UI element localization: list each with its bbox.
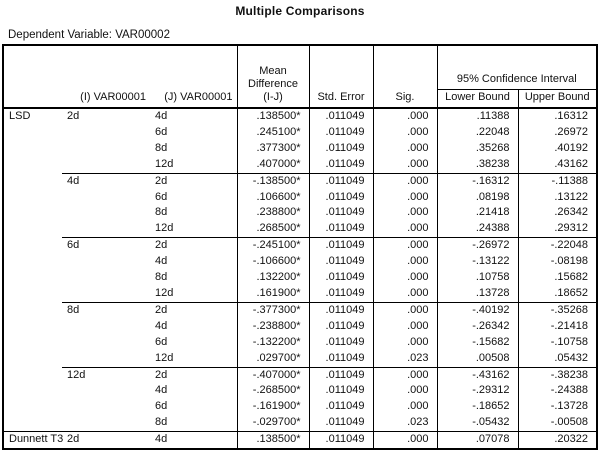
cell-se: .011049	[309, 254, 373, 270]
cell-test: LSD	[9, 110, 31, 122]
cell-lb: -.26972	[437, 238, 518, 254]
cell-sig: .000	[373, 319, 437, 335]
table-row	[3, 367, 597, 383]
cell-j: 2d	[150, 302, 237, 318]
cell-i	[62, 221, 150, 237]
table-row	[3, 141, 597, 157]
cell-sig: .023	[373, 415, 437, 431]
col-header-i-var: (I) VAR00001	[62, 45, 150, 108]
cell-j: 8d	[150, 205, 237, 221]
cell-md: -.377300*	[237, 302, 309, 318]
cell-lb: .11388	[437, 108, 518, 125]
cell-sig: .000	[373, 108, 437, 125]
cell-ub: .43162	[554, 157, 589, 170]
cell-sig: .023	[373, 351, 437, 367]
cell-j: 2d	[150, 173, 237, 189]
table-row	[3, 335, 597, 351]
cell-ub: -.21418	[550, 319, 589, 332]
cell-lb: -.05432	[437, 415, 518, 431]
cell-j: 6d	[150, 125, 237, 141]
cell-se: .011049	[309, 335, 373, 351]
cell-lb: .00508	[437, 351, 518, 367]
table-row	[3, 254, 597, 270]
cell-se: .011049	[309, 302, 373, 318]
cell-se: .011049	[309, 399, 373, 415]
cell-md: -.138500*	[237, 173, 309, 189]
cell-ub: .13122	[554, 190, 589, 203]
cell-sig: .000	[373, 254, 437, 270]
cell-se: .011049	[309, 286, 373, 302]
cell-ub: -.08198	[550, 255, 589, 268]
table-row	[3, 270, 597, 286]
cell-lb: .10758	[437, 270, 518, 286]
cell-se: .011049	[309, 432, 373, 449]
cell-lb: -.16312	[437, 173, 518, 189]
cell-ub: .26342	[554, 206, 589, 219]
cell-sig: .000	[373, 238, 437, 254]
cell-sig: .000	[373, 141, 437, 157]
cell-ub: .18652	[554, 286, 589, 299]
cell-sig: .000	[373, 205, 437, 221]
cell-j: 12d	[150, 351, 237, 367]
cell-md: -.245100*	[237, 238, 309, 254]
cell-i: 2d	[67, 110, 80, 122]
col-header-upper-bound: Upper Bound	[518, 89, 597, 108]
cell-se: .011049	[309, 383, 373, 399]
cell-ub: -.11388	[518, 173, 597, 189]
cell-i	[62, 319, 150, 335]
cell-ub: -.10758	[550, 335, 589, 348]
cell-i	[62, 205, 150, 221]
cell-lb: -.29312	[437, 383, 518, 399]
cell-i	[62, 335, 150, 351]
table-row	[3, 108, 597, 125]
cell-test	[3, 205, 62, 221]
cell-test	[3, 141, 62, 157]
cell-md: .161900*	[237, 286, 309, 302]
cell-j: 12d	[150, 157, 237, 173]
cell-lb: .13728	[437, 286, 518, 302]
cell-lb: .24388	[437, 221, 518, 237]
cell-test: Dunnett T3	[3, 432, 62, 449]
cell-se: .011049	[309, 190, 373, 206]
cell-ub: -.38238	[518, 367, 597, 383]
cell-test	[3, 254, 62, 270]
cell-j: 6d	[150, 399, 237, 415]
cell-lb: -.15682	[437, 335, 518, 351]
cell-se: .011049	[309, 205, 373, 221]
cell-test	[3, 238, 62, 254]
table-row	[3, 399, 597, 415]
cell-j: 12d	[150, 286, 237, 302]
cell-se: .011049	[309, 319, 373, 335]
cell-test	[3, 399, 62, 415]
cell-md: -.268500*	[237, 383, 309, 399]
col-header-confidence-interval: 95% Confidence Interval	[437, 45, 597, 89]
cell-se: .011049	[309, 270, 373, 286]
cell-sig: .000	[373, 190, 437, 206]
cell-i	[62, 254, 150, 270]
cell-se: .011049	[309, 157, 373, 173]
cell-test	[3, 319, 62, 335]
cell-sig: .000	[373, 383, 437, 399]
table-row	[3, 238, 597, 254]
cell-sig: .000	[373, 125, 437, 141]
cell-lb: .22048	[437, 125, 518, 141]
cell-se: .011049	[309, 367, 373, 383]
cell-ub: .26972	[554, 125, 589, 138]
table-row	[3, 221, 597, 237]
cell-md: .106600*	[237, 190, 309, 206]
cell-md: .238800*	[237, 205, 309, 221]
cell-ub: .20322	[518, 432, 597, 449]
cell-se: .011049	[309, 108, 373, 125]
cell-j: 2d	[150, 367, 237, 383]
cell-sig: .000	[373, 221, 437, 237]
cell-ub: .16312	[554, 110, 589, 122]
table-header	[3, 45, 597, 108]
cell-j: 2d	[150, 238, 237, 254]
cell-sig: .000	[373, 286, 437, 302]
cell-j: 8d	[150, 415, 237, 431]
cell-ub: .15682	[554, 271, 589, 284]
cell-ub: -.13728	[550, 400, 589, 413]
table-row	[3, 157, 597, 173]
cell-j: 12d	[150, 221, 237, 237]
cell-i: 4d	[62, 173, 150, 189]
cell-test	[3, 383, 62, 399]
table-row	[3, 205, 597, 221]
col-header-lower-bound: Lower Bound	[437, 89, 518, 108]
table-row	[3, 286, 597, 302]
cell-md: .245100*	[237, 125, 309, 141]
cell-lb: .35268	[437, 141, 518, 157]
cell-md: .029700*	[237, 351, 309, 367]
cell-j: 4d	[150, 254, 237, 270]
col-header-j-var: (J) VAR00001	[150, 45, 237, 108]
cell-lb: .07078	[437, 432, 518, 449]
cell-md: -.238800*	[237, 319, 309, 335]
cell-i	[62, 286, 150, 302]
cell-i	[62, 141, 150, 157]
cell-se: .011049	[309, 238, 373, 254]
cell-ub: -.00508	[550, 416, 589, 429]
cell-test	[3, 351, 62, 367]
cell-i	[62, 270, 150, 286]
cell-md: .138500*	[237, 432, 309, 449]
table-title: Multiple Comparisons	[235, 4, 365, 18]
cell-ub: .29312	[554, 222, 589, 235]
multiple-comparisons-table[interactable]	[2, 44, 598, 450]
cell-ub: .05432	[554, 351, 589, 364]
cell-se: .011049	[309, 125, 373, 141]
cell-md: -.106600*	[237, 254, 309, 270]
table-row	[3, 383, 597, 399]
cell-sig: .000	[373, 270, 437, 286]
cell-i	[62, 383, 150, 399]
cell-lb: -.18652	[437, 399, 518, 415]
cell-test	[3, 415, 62, 431]
table-row	[3, 319, 597, 335]
cell-test	[3, 302, 62, 318]
cell-test	[3, 125, 62, 141]
cell-i	[62, 190, 150, 206]
cell-se: .011049	[309, 141, 373, 157]
cell-j: 4d	[150, 383, 237, 399]
cell-sig: .000	[373, 432, 437, 449]
cell-se: .011049	[309, 173, 373, 189]
cell-j: 4d	[150, 319, 237, 335]
cell-md: -.161900*	[237, 399, 309, 415]
cell-md: .377300*	[237, 141, 309, 157]
cell-ub: -.35268	[518, 302, 597, 318]
cell-test	[3, 335, 62, 351]
cell-i: 6d	[62, 238, 150, 254]
cell-i	[62, 125, 150, 141]
cell-sig: .000	[373, 367, 437, 383]
cell-md: .407000*	[237, 157, 309, 173]
cell-se: .011049	[309, 221, 373, 237]
cell-lb: -.43162	[437, 367, 518, 383]
cell-i	[62, 415, 150, 431]
cell-j: 4d	[150, 432, 237, 449]
cell-test	[3, 270, 62, 286]
col-header-sig: Sig.	[373, 45, 437, 108]
cell-j: 6d	[150, 190, 237, 206]
cell-sig: .000	[373, 399, 437, 415]
col-header-std-error: Std. Error	[309, 45, 373, 108]
cell-i	[62, 399, 150, 415]
cell-i: 8d	[62, 302, 150, 318]
table-row	[3, 125, 597, 141]
table-row	[3, 432, 597, 449]
cell-lb: -.26342	[437, 319, 518, 335]
cell-sig: .000	[373, 335, 437, 351]
col-header-mean-difference: Mean Difference (I-J)	[237, 45, 309, 108]
cell-md: -.029700*	[237, 415, 309, 431]
cell-lb: .08198	[437, 190, 518, 206]
cell-ub: -.22048	[518, 238, 597, 254]
cell-test	[3, 286, 62, 302]
cell-lb: .38238	[437, 157, 518, 173]
cell-lb: -.40192	[437, 302, 518, 318]
cell-se: .011049	[309, 415, 373, 431]
table-row	[3, 351, 597, 367]
cell-md: .268500*	[237, 221, 309, 237]
cell-sig: .000	[373, 157, 437, 173]
cell-i: 12d	[62, 367, 150, 383]
table-row	[3, 415, 597, 431]
cell-se: .011049	[309, 351, 373, 367]
cell-test	[3, 157, 62, 173]
cell-i	[62, 157, 150, 173]
table-row	[3, 173, 597, 189]
cell-sig: .000	[373, 302, 437, 318]
dependent-variable-label: Dependent Variable: VAR00002	[8, 29, 170, 41]
cell-md: .138500*	[237, 108, 309, 125]
table-row	[3, 302, 597, 318]
cell-test	[3, 367, 62, 383]
cell-test	[3, 190, 62, 206]
cell-md: -.132200*	[237, 335, 309, 351]
cell-test	[3, 221, 62, 237]
cell-sig: .000	[373, 173, 437, 189]
col-header-test	[3, 45, 62, 108]
cell-md: .132200*	[237, 270, 309, 286]
cell-ub: .40192	[554, 141, 589, 154]
cell-j: 6d	[150, 335, 237, 351]
table-row	[3, 190, 597, 206]
cell-ub: -.24388	[550, 384, 589, 397]
cell-j: 8d	[150, 270, 237, 286]
table-body	[3, 108, 597, 449]
cell-j: 4d	[150, 108, 237, 125]
cell-test	[3, 173, 62, 189]
cell-i	[62, 351, 150, 367]
cell-j: 8d	[150, 141, 237, 157]
cell-i: 2d	[62, 432, 150, 449]
cell-lb: .21418	[437, 205, 518, 221]
cell-md: -.407000*	[237, 367, 309, 383]
cell-lb: -.13122	[437, 254, 518, 270]
